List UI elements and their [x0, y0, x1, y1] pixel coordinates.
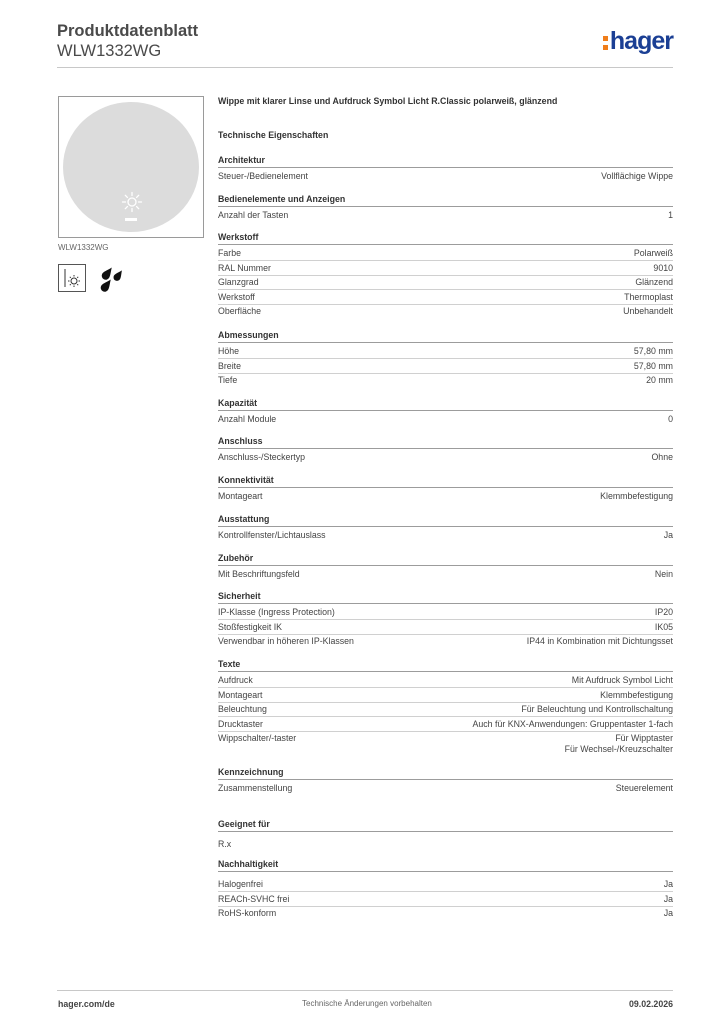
spec-label: Zusammenstellung [218, 783, 293, 793]
light-symbol-icon [121, 191, 143, 213]
article-number: WLW1332WG [57, 42, 162, 60]
logo-text: hager [609, 27, 673, 55]
section-title-text: Anschluss [218, 436, 263, 446]
spec-value: Ja [663, 879, 673, 889]
section-title-text: Architektur [218, 155, 265, 165]
spec-value: Für Beleuchtung und Kontrollschaltung [521, 704, 673, 714]
spec-label: Anzahl Module [218, 414, 277, 424]
spec-value: 9010 [653, 262, 673, 273]
section-title [218, 475, 673, 486]
section-title-text: Nachhaltigkeit [218, 859, 279, 869]
spec-value: Steuerelement [615, 783, 673, 793]
section-title [218, 514, 673, 525]
spec-value: Ja [663, 908, 673, 918]
light-symbol-icon [58, 264, 86, 292]
section-title-text: Zubehör [218, 553, 254, 563]
footer-date: 09.02.2026 [628, 999, 673, 1009]
spec-value: Glänzend [635, 277, 673, 287]
spec-label: Stoßfestigkeit IK [218, 621, 283, 632]
footer-disclaimer: Technische Änderungen vorbehalten [302, 999, 432, 1008]
spec-label: Farbe [218, 248, 241, 258]
spec-value: Nein [654, 569, 673, 579]
spec-value: 20 mm [646, 375, 673, 385]
section-title [218, 330, 673, 341]
logo-dots-icon [603, 34, 609, 51]
spec-value: IP20 [654, 607, 673, 617]
section-title [218, 767, 673, 778]
section-title-text: Konnektivität [218, 475, 274, 485]
spec-value: Unbehandelt [623, 306, 673, 316]
spec-label: Beleuchtung [218, 704, 267, 714]
document-title: Produktdatenblatt [57, 22, 199, 40]
spec-label: Anzahl der Tasten [218, 210, 289, 220]
hager-logo [603, 27, 673, 55]
spec-value: IP44 in Kombination mit Dichtungsset [526, 636, 673, 646]
spec-label: Verwendbar in höheren IP-Klassen [218, 636, 354, 646]
spec-label: Oberfläche [218, 306, 262, 316]
section-title [218, 436, 673, 447]
spec-label: R.x [218, 839, 232, 849]
spec-value: Vollflächige Wippe [601, 171, 673, 181]
section-title-text: Abmessungen [218, 330, 279, 340]
spec-value: Mit Aufdruck Symbol Licht [571, 675, 673, 685]
spec-value: 0 [668, 414, 673, 424]
spec-label: Werkstoff [218, 291, 255, 302]
spec-value: 1 [668, 210, 673, 220]
spec-value-line2: Für Wechsel-/Kreuzschalter [564, 744, 673, 754]
spec-label: Halogenfrei [218, 879, 263, 889]
section-title [218, 859, 673, 870]
section-title [218, 232, 673, 243]
section-title [218, 819, 673, 830]
section-title-text: Ausstattung [218, 514, 270, 524]
spec-label: RAL Nummer [218, 262, 271, 273]
section-title [218, 194, 673, 205]
spec-label: Anschluss-/Steckertyp [218, 452, 306, 462]
spec-label: Montageart [218, 689, 263, 700]
spec-value: Polarweiß [633, 248, 673, 258]
section-title [218, 398, 673, 409]
section-title-text: Geeignet für [218, 819, 270, 829]
product-description: Wippe mit klarer Linse und Aufdruck Symbol Licht R.Classic polarweiß, glänzend [218, 96, 558, 106]
tech-heading: Technische Eigenschaften [218, 130, 329, 140]
section-title-text: Texte [218, 659, 241, 669]
spec-label: Steuer-/Bedienelement [218, 171, 308, 181]
spec-label: Tiefe [218, 375, 238, 385]
spec-label: Mit Beschriftungsfeld [218, 569, 300, 579]
section-title-text: Kennzeichnung [218, 767, 284, 777]
spec-value: 57,80 mm [633, 346, 673, 356]
section-title-text: Bedienelemente und Anzeigen [218, 194, 346, 204]
water-drops-icon [96, 263, 126, 293]
section-title [218, 591, 673, 602]
section-title [218, 659, 673, 670]
spec-value: Für Wipptaster [615, 733, 673, 743]
page-header [57, 20, 673, 68]
spec-label: REACh-SVHC frei [218, 893, 290, 904]
page-footer [57, 990, 673, 1009]
spec-label: IP-Klasse (Ingress Protection) [218, 607, 335, 617]
footer-website[interactable]: hager.com/de [58, 999, 115, 1009]
spec-label: Höhe [218, 346, 240, 356]
product-caption: WLW1332WG [58, 243, 109, 252]
spec-value: Thermoplast [624, 291, 673, 302]
spec-value: Auch für KNX-Anwendungen: Gruppentaster 1-fach [472, 718, 673, 729]
section-title [218, 553, 673, 564]
spec-value: Ja [663, 530, 673, 540]
spec-value: Ja [663, 893, 673, 904]
spec-label: Breite [218, 360, 241, 371]
section-title-text: Werkstoff [218, 232, 259, 242]
spec-value: Klemmbefestigung [600, 689, 673, 700]
spec-value: Ohne [651, 452, 673, 462]
spec-label: Kontrollfenster/Lichtauslass [218, 530, 326, 540]
spec-label: Aufdruck [218, 675, 253, 685]
spec-label: Wippschalter/-taster [218, 733, 297, 743]
section-title-text: Sicherheit [218, 591, 261, 601]
spec-label: Drucktaster [218, 718, 263, 729]
product-image [58, 96, 204, 238]
spec-label: Glanzgrad [218, 277, 259, 287]
spec-value: Klemmbefestigung [600, 491, 673, 501]
spec-value: 57,80 mm [633, 360, 673, 371]
section-title [218, 155, 673, 166]
rocker-disc [63, 102, 199, 232]
spec-value: IK05 [654, 621, 673, 632]
section-title-text: Kapazität [218, 398, 258, 408]
clear-lens [125, 218, 137, 221]
spec-label: RoHS-konform [218, 908, 277, 918]
spec-label: Montageart [218, 491, 263, 501]
